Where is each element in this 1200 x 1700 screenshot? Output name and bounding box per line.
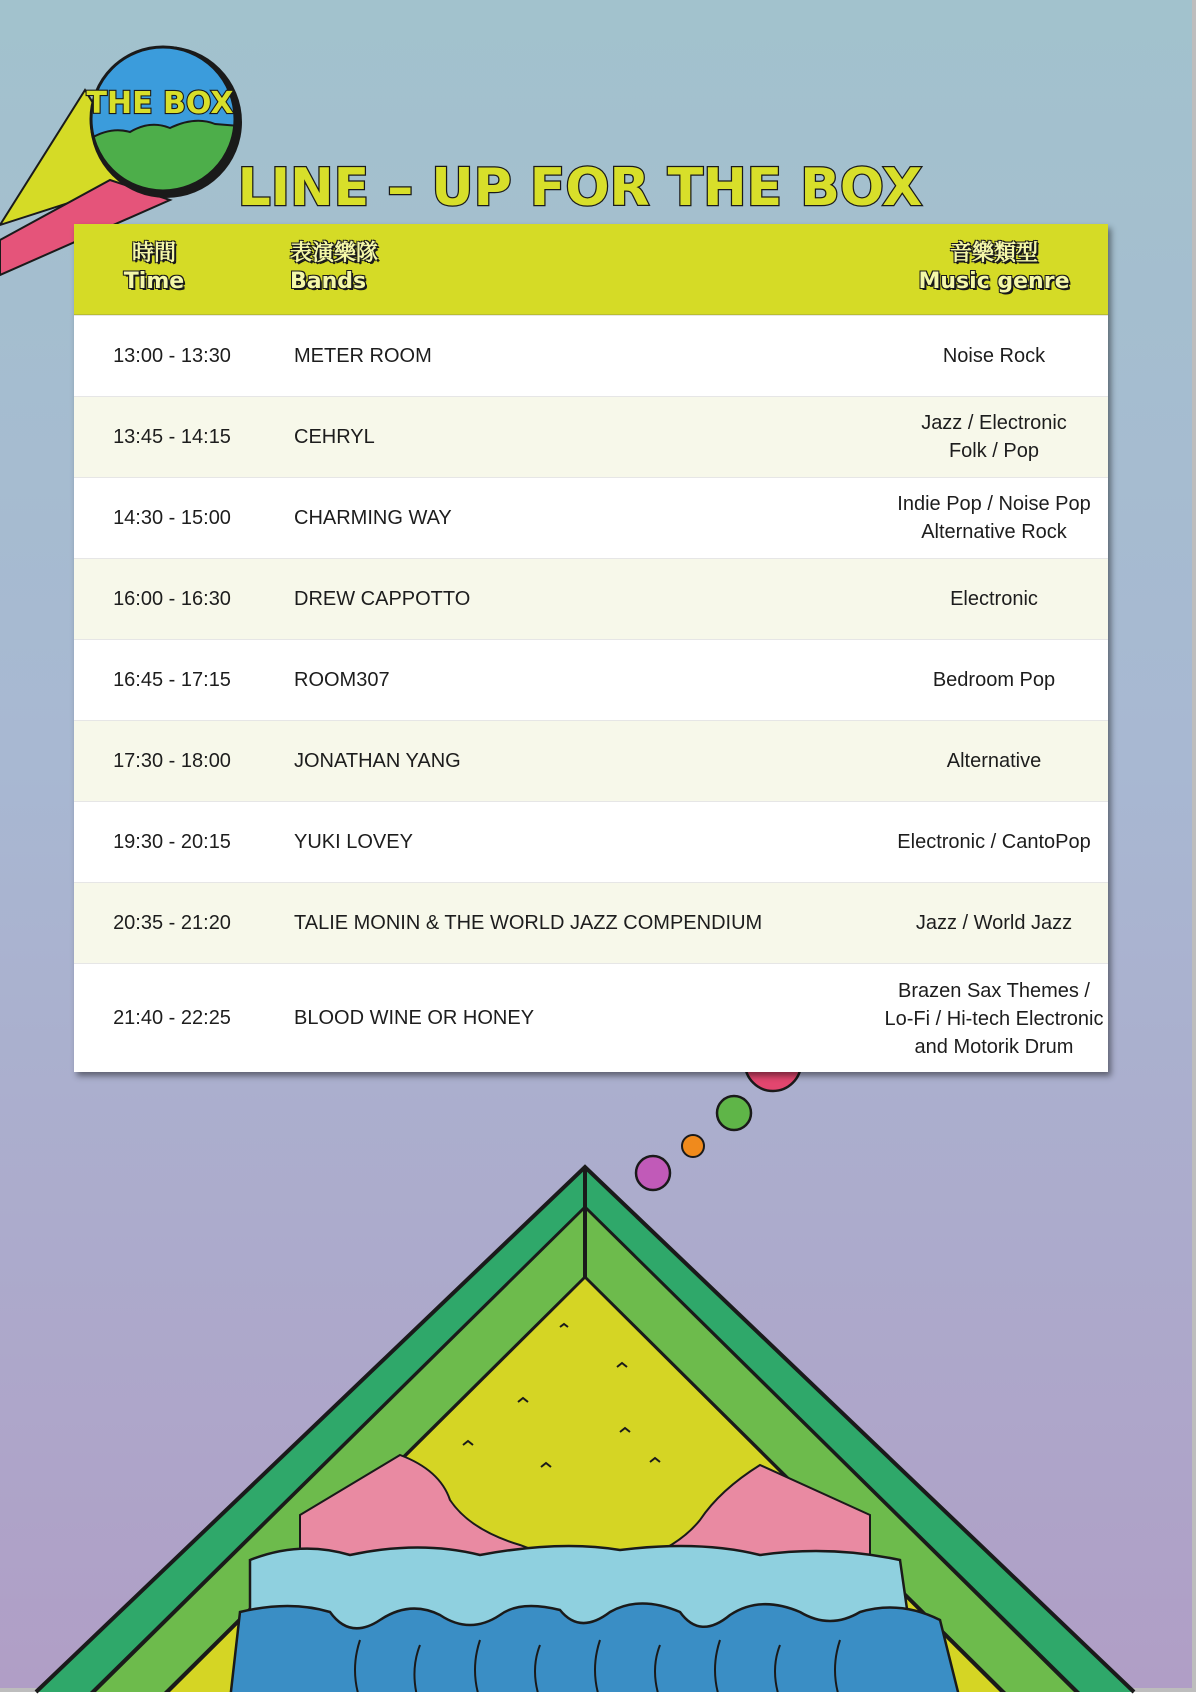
bubble-orange [682, 1135, 704, 1157]
bubble-purple [636, 1156, 670, 1190]
header-genre-en: Music genre [918, 269, 1070, 294]
row-genre: Noise Rock [942, 345, 1046, 367]
header-time-en: Time [123, 269, 185, 294]
lineup-table [74, 224, 1108, 1072]
page-title-text: LINE – UP FOR THE BOX [237, 158, 923, 218]
logo-text: THE BOX [86, 86, 234, 121]
row-band: JONATHAN YANG [294, 749, 461, 772]
row-time: 13:00 - 13:30 [113, 344, 231, 367]
table-row [74, 558, 1108, 639]
table-row [74, 963, 1108, 1073]
table-row [74, 315, 1108, 396]
bubble-green [717, 1096, 751, 1130]
row-genre: Electronic [950, 588, 1038, 610]
row-band: CEHRYL [294, 425, 375, 448]
header-bands-en: Bands [290, 269, 367, 294]
table-header [74, 224, 1108, 315]
row-genre: Indie Pop / Noise Pop Alternative Rock [897, 493, 1091, 543]
row-time: 14:30 - 15:00 [113, 506, 231, 529]
row-genre: Brazen Sax Themes / Lo-Fi / Hi-tech Electronic and Motorik Drum [884, 979, 1104, 1058]
header-genre-zh: 音樂類型 [949, 241, 1038, 266]
row-time: 21:40 - 22:25 [113, 1007, 231, 1029]
row-genre: Jazz / World Jazz [915, 912, 1073, 934]
table-row [74, 801, 1108, 882]
row-genre: Bedroom Pop [932, 669, 1056, 691]
table-row [74, 477, 1108, 558]
table-row [74, 882, 1108, 963]
row-time: 16:45 - 17:15 [113, 668, 231, 691]
row-band: TALIE MONIN & THE WORLD JAZZ COMPENDIUM [294, 911, 763, 934]
header-time [104, 240, 204, 296]
page-title [237, 150, 923, 230]
row-time: 16:00 - 16:30 [113, 587, 231, 610]
row-band: DREW CAPPOTTO [294, 587, 471, 610]
header-time-zh: 時間 [131, 241, 176, 266]
row-genre: Electronic / CantoPop [897, 831, 1091, 853]
header-bands [290, 240, 378, 296]
row-time: 19:30 - 20:15 [113, 830, 231, 853]
table-row [74, 720, 1108, 801]
row-genre: Alternative [946, 750, 1042, 772]
row-band: YUKI LOVEY [294, 830, 413, 853]
row-genre: Jazz / Electronic Folk / Pop [921, 412, 1067, 462]
row-band: BLOOD WINE OR HONEY [294, 1007, 535, 1029]
row-band: METER ROOM [294, 344, 432, 367]
row-time: 13:45 - 14:15 [113, 425, 231, 448]
row-band: CHARMING WAY [294, 506, 452, 529]
table-row [74, 396, 1108, 477]
row-band: ROOM307 [294, 668, 390, 691]
row-time: 20:35 - 21:20 [113, 911, 231, 934]
header-bands-zh: 表演樂隊 [290, 241, 379, 266]
header-genre [884, 240, 1104, 296]
roof-illustration [36, 1167, 1134, 1700]
row-time: 17:30 - 18:00 [113, 749, 231, 772]
table-row [74, 639, 1108, 720]
